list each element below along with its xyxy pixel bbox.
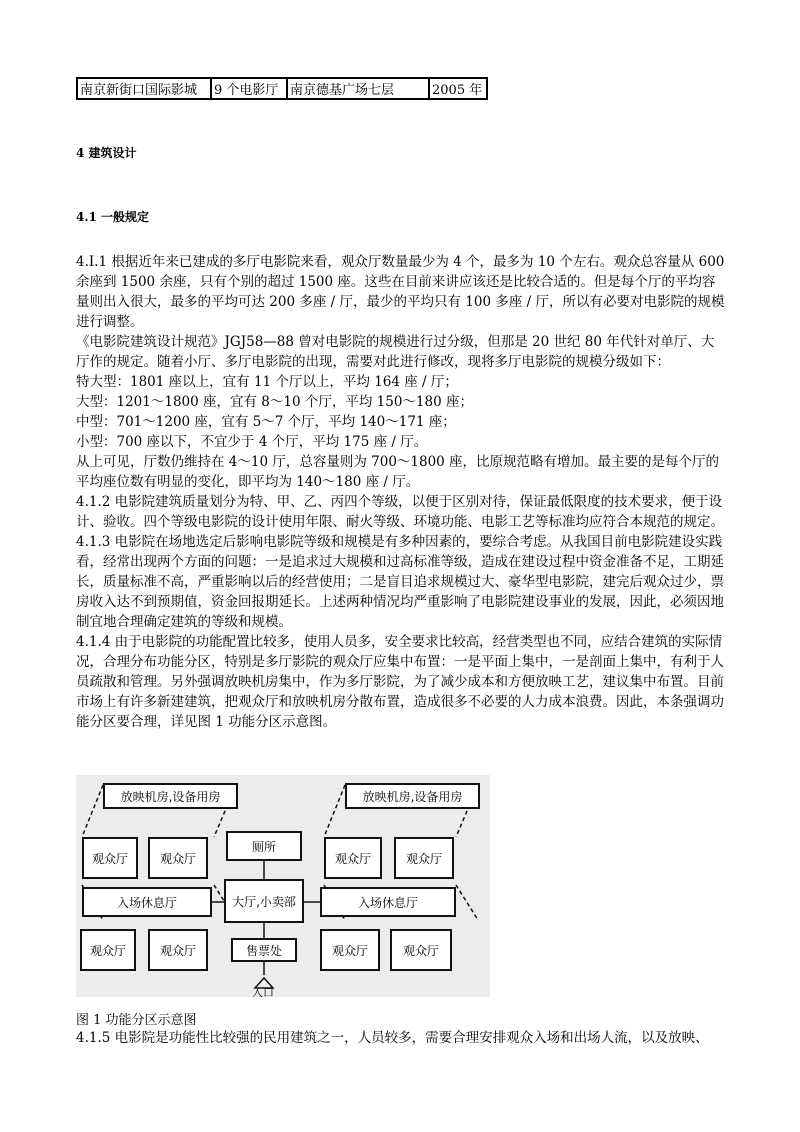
auditorium: 观众厅 xyxy=(148,837,208,879)
paragraph: 4.1.3 电影院在场地选定后影响电影院等级和规模是有多种因素的，要综合考虑。从我国目前电影院建设实践看，经常出现两个方面的问题：一是追求过大规模和过高标准等级，造成在建设过程中资金准备不足，工期延长，质量标准不高，严重影响以后的经营使用；二是盲目追求规模过大、豪华型电影院，建完后观众过少，票房收入达不到预期值，资金回报期延长。上述两种情况均严重影响了电影院建设事业的发展，因此，必须因地制宜地合理确定建筑的等级和规模。 xyxy=(76,534,724,630)
auditorium: 观众厅 xyxy=(320,929,380,971)
paragraph: 大型：1201～1800 座，宜有 8～10 个厅，平均 150～180 座； xyxy=(76,394,473,410)
auditorium: 观众厅 xyxy=(390,929,452,971)
cinema-info-table xyxy=(76,77,488,100)
paragraph: 4.I.1 根据近年来已建成的多厅电影院来看，观众厅数量最少为 4 个，最多为 10 个左右。观众总容量从 600 余座到 1500 余座，只有个别的超过 1500 座。这些在目前来讲应该还是比较合适的。但是每个厅的平均容量则出入很大，最多的平均可达 200 多座 / 厅，最少的平均只有 100 多座 / 厅，所以有必要对电影院的规模进行调整。 xyxy=(76,254,725,330)
lounge-left: 入场休息厅 xyxy=(82,887,212,917)
paragraph: 4.1.5 电影院是功能性比较强的民用建筑之一，人员较多，需要合理安排观众入场和出场人流，以及放映、 xyxy=(76,1030,709,1046)
body-text xyxy=(76,252,726,732)
paragraph: 4.1.2 电影院建筑质量划分为特、甲、乙、丙四个等级，以便于区别对待，保证最低限度的技术要求，便于设计、验收。四个等级电影院的设计使用年限、耐火等级、环境功能、电影工艺等标准均应符合本规范的规定。 xyxy=(76,494,724,530)
subsection-heading: 4.1 一般规定 xyxy=(76,210,150,224)
lobby-shop: 大厅,小卖部 xyxy=(224,879,304,923)
projection-room-right: 放映机房,设备用房 xyxy=(345,783,480,809)
lounge-right: 入场休息厅 xyxy=(320,887,456,917)
table-cell-year: 2005 年 xyxy=(429,78,487,99)
paragraph: 《电影院建筑设计规范》JGJ58—88 曾对电影院的规模进行过分级，但那是 20 世纪 80 年代针对单厅、大厅作的规定。随着小厅、多厅电影院的出现，需要对此进行修改，现将多厅电影院的规模分级如下： xyxy=(76,334,715,370)
toilet: 厕所 xyxy=(226,831,302,861)
auditorium: 观众厅 xyxy=(82,837,138,879)
auditorium: 观众厅 xyxy=(80,929,136,971)
paragraph: 4.1.4 由于电影院的功能配置比较多，使用人员多，安全要求比较高，经营类型也不同，应结合建筑的实际情况，合理分布功能分区，特别是多厅影院的观众厅应集中布置：一是平面上集中，一是剖面上集中，有利于人员疏散和管理。另外强调放映机房集中，作为多厅影院，为了减少成本和方便放映工艺，建议集中布置。目前市场上有许多新建建筑，把观众厅和放映机房分散布置，造成很多不必要的人力成本浪费。因此，本条强调功能分区要合理，详见图 1 功能分区示意图。 xyxy=(76,634,724,730)
paragraph: 从上可见，厅数仍维持在 4～10 厅，总容量则为 700～1800 座，比原规范略有增加。最主要的是每个厅的平均座位数有明显的变化，即平均为 140～180 座 / 厅。 xyxy=(76,454,720,490)
paragraph: 特大型：1801 座以上，宜有 11 个厅以上，平均 164 座 / 厅； xyxy=(76,374,458,390)
auditorium: 观众厅 xyxy=(394,837,454,879)
paragraph: 小型：700 座以下，不宜少于 4 个厅，平均 175 座 / 厅。 xyxy=(76,434,428,450)
section-heading: 4 建筑设计 xyxy=(76,146,137,160)
figure-caption: 图 1 功能分区示意图 xyxy=(76,1013,197,1028)
function-zoning-diagram xyxy=(76,775,490,997)
ticket-office: 售票处 xyxy=(231,938,297,962)
table-cell-halls: 9 个电影厅 xyxy=(211,78,287,99)
table-cell-name: 南京新街口国际影城 xyxy=(77,78,211,99)
entrance-label: 入口 xyxy=(252,986,274,999)
table-cell-location: 南京德基广场七层 xyxy=(287,78,429,99)
projection-room-left: 放映机房,设备用房 xyxy=(103,783,238,809)
auditorium: 观众厅 xyxy=(324,837,382,879)
table-row xyxy=(77,78,487,99)
paragraph: 中型：701～1200 座，宜有 5～7 个厅，平均 140～171 座； xyxy=(76,414,456,430)
auditorium: 观众厅 xyxy=(148,929,208,971)
